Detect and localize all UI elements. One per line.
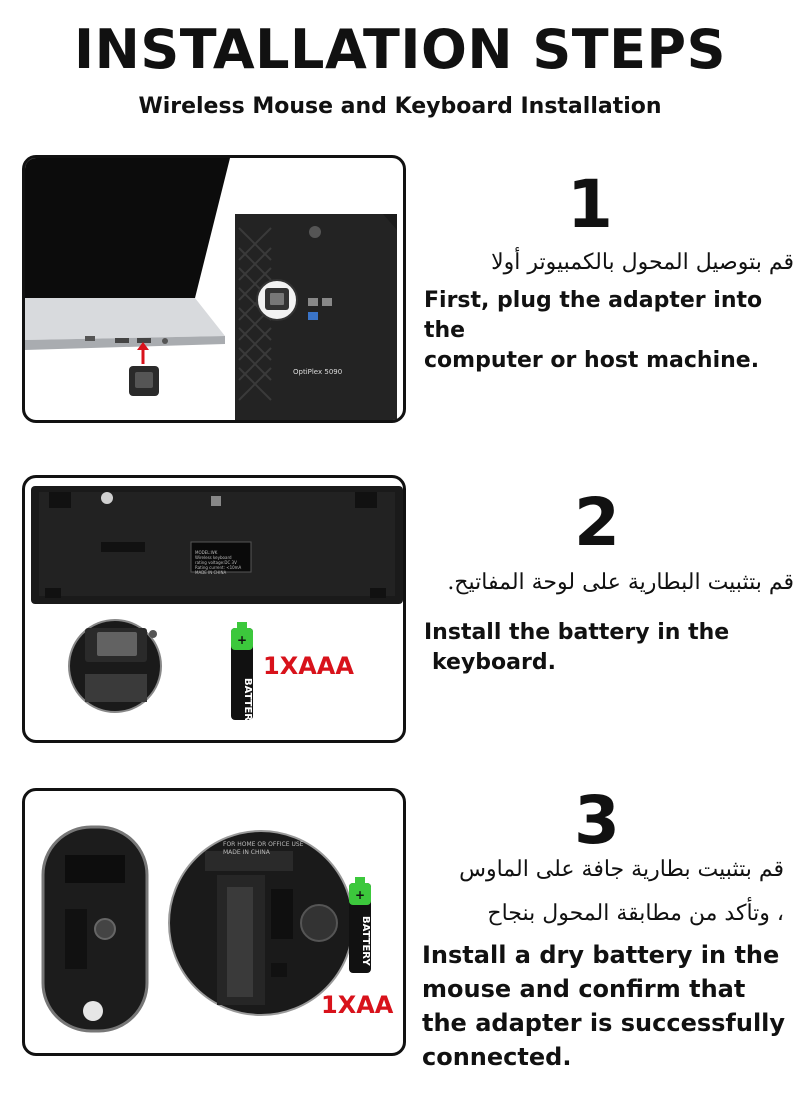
compartment-line: MADE IN CHINA [223, 849, 270, 856]
keyboard-back-illustration [25, 478, 403, 740]
battery-aa-label: BATTERY [360, 916, 371, 966]
step-2-english-line-2: keyboard. [432, 650, 556, 675]
step-3-english-line-3: the adapter is successfully [422, 1009, 786, 1037]
sticker-line: rating voltage:DC 3V [195, 560, 237, 565]
laptop-screen [25, 158, 230, 298]
device-label: OptiPlex 5090 [293, 368, 343, 376]
step-1-image-panel [22, 155, 406, 423]
step-3-arabic-text [408, 848, 784, 936]
page-title: INSTALLATION STEPS [74, 18, 726, 81]
step-3-english-line-1: Install a dry battery in the [422, 941, 780, 969]
step-3-image-panel [22, 788, 406, 1056]
sticker-line: Wireless keyboard [195, 555, 232, 560]
step-3-arabic-line-2: ، وتأكد من مطابقة المحول بنجاح [487, 901, 784, 926]
step-3-english-text [422, 938, 796, 1074]
step-1-english-line-2: computer or host machine. [424, 348, 760, 373]
battery-aaa-label: BATTERY [242, 678, 253, 728]
step-1-english-line-1: First, plug the adapter into the [424, 288, 763, 343]
step-2-image-panel [22, 475, 406, 743]
sticker-line: Rating current: <10mA [195, 565, 242, 570]
svg-text:+: + [236, 633, 248, 647]
compartment-line: FOR HOME OR OFFICE USE [223, 841, 304, 848]
step-1-number: 1 [567, 166, 613, 243]
step-3-english-line-4: connected. [422, 1043, 572, 1071]
step-3-arabic-line-1: قم بتثبيت بطارية جافة على الماوس [459, 857, 784, 882]
keyboard-sticker-text [195, 550, 251, 575]
page-subtitle: Wireless Mouse and Keyboard Installation [138, 94, 662, 119]
battery-aaa-quantity: 1XAAA [263, 652, 354, 680]
mouse-compartment-text [223, 841, 333, 857]
battery-aa-quantity: 1XAA [321, 991, 394, 1019]
laptop-and-desktop-illustration [25, 158, 403, 420]
laptop-base [25, 298, 225, 340]
sticker-line: MODEL:WK [195, 550, 218, 555]
step-2-english-line-1: Install the battery in the [424, 620, 730, 645]
step-2-english-text [424, 618, 794, 678]
step-2-arabic-text: قم بتثبيت البطارية على لوحة المفاتيح. [447, 570, 794, 595]
step-3-number: 3 [574, 782, 620, 859]
svg-text:+: + [354, 888, 366, 902]
step-1-arabic-text: قم بتوصيل المحول بالكمبيوتر أولا [491, 250, 794, 275]
step-2-number: 2 [574, 484, 620, 561]
step-1-english-text [424, 286, 794, 376]
step-3-english-line-2: mouse and confirm that [422, 975, 746, 1003]
sticker-line: MADE IN CHINA [195, 570, 227, 575]
